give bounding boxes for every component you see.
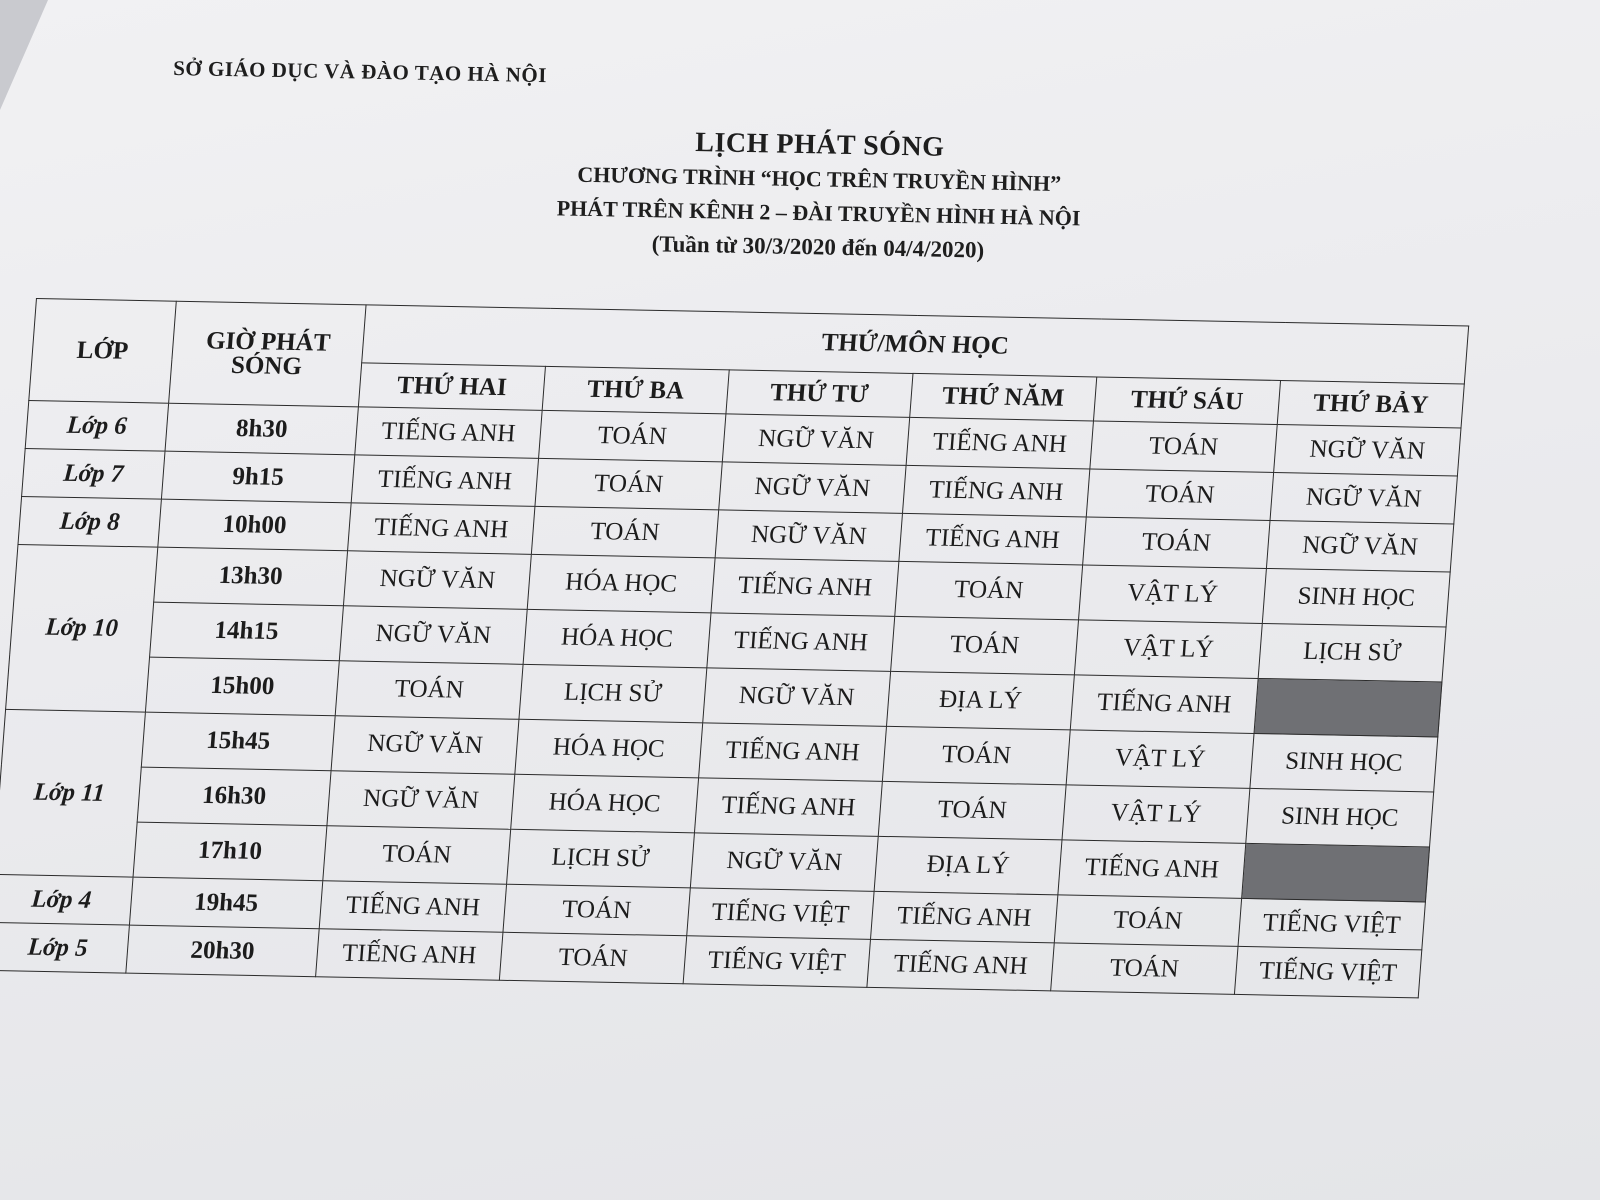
subject-cell: HÓA HỌC (527, 554, 715, 613)
subject-cell: VẬT LÝ (1066, 730, 1254, 789)
subject-cell: TIẾNG ANH (348, 503, 535, 555)
title-block (518, 123, 1121, 270)
subject-cell: NGỮ VĂN (339, 606, 527, 665)
broadcast-time: 10h00 (158, 499, 351, 551)
subject-cell: SINH HỌC (1250, 733, 1438, 792)
class-label: Lớp 10 (6, 544, 158, 712)
subject-cell: TOÁN (1051, 943, 1238, 995)
subject-cell: TOÁN (1054, 895, 1241, 947)
subject-cell: TIẾNG ANH (906, 417, 1093, 469)
subject-cell: TIẾNG ANH (1058, 840, 1246, 899)
subject-cell: SINH HỌC (1262, 568, 1450, 627)
subject-cell: NGỮ VĂN (719, 462, 906, 514)
subject-cell: TIẾNG ANH (899, 513, 1086, 565)
subject-cell: NGỮ VĂN (327, 771, 515, 830)
subject-cell: TIẾNG ANH (699, 723, 887, 782)
schedule-sheet (0, 298, 1469, 998)
subject-cell: TOÁN (878, 781, 1066, 840)
organization-name: SỞ GIÁO DỤC VÀ ĐÀO TẠO HÀ NỘI (173, 55, 548, 88)
broadcast-time: 13h30 (154, 547, 348, 606)
subject-cell: VẬT LÝ (1062, 785, 1250, 844)
subject-cell: TOÁN (1086, 469, 1273, 521)
subject-cell: ĐỊA LÝ (874, 836, 1062, 895)
week-range: (Tuần từ 30/3/2020 đến 04/4/2020) (651, 231, 985, 263)
subject-cell: TIẾNG ANH (902, 465, 1089, 517)
document-title: LỊCH PHÁT SÓNG (695, 126, 945, 163)
broadcast-time: 20h30 (126, 925, 319, 977)
subject-cell: SINH HỌC (1246, 788, 1434, 847)
day-header: THỨ HAI (358, 363, 545, 411)
channel-line: PHÁT TRÊN KÊNH 2 – ĐÀI TRUYỀN HÌNH HÀ NỘI (556, 195, 1081, 231)
subject-cell: TIẾNG ANH (316, 929, 503, 981)
subject-cell: TOÁN (1083, 517, 1270, 569)
broadcast-time: 16h30 (137, 767, 331, 826)
day-header: THỨ TƯ (726, 370, 913, 418)
broadcast-time: 15h45 (141, 712, 335, 771)
broadcast-time: 19h45 (129, 877, 322, 929)
broadcast-time: 14h15 (150, 602, 344, 661)
column-header-class: LỚP (29, 299, 176, 404)
subject-cell: TIẾNG VIỆT (687, 888, 874, 940)
subject-cell: NGỮ VĂN (1270, 472, 1457, 524)
class-label: Lớp 8 (18, 496, 161, 547)
subject-cell: TIẾNG ANH (707, 613, 895, 672)
subject-cell: TOÁN (895, 561, 1083, 620)
subject-cell: TOÁN (335, 661, 523, 720)
class-label: Lớp 11 (0, 709, 145, 877)
subject-cell: TIẾNG ANH (319, 881, 506, 933)
subject-cell: NGỮ VĂN (343, 551, 531, 610)
subject-cell: TOÁN (323, 826, 511, 885)
subject-cell: NGỮ VĂN (690, 833, 878, 892)
subject-cell: LỊCH SỬ (1258, 623, 1446, 682)
subject-cell: TOÁN (891, 616, 1079, 675)
subject-cell: TIẾNG VIỆT (683, 936, 870, 988)
subject-cell: VẬT LÝ (1079, 565, 1267, 624)
class-label: Lớp 7 (22, 448, 165, 499)
class-label: Lớp 6 (25, 400, 168, 451)
class-label: Lớp 5 (0, 922, 129, 973)
day-header: THỨ BẢY (1277, 380, 1464, 428)
broadcast-time: 8h30 (165, 403, 358, 455)
subject-cell: TOÁN (535, 458, 722, 510)
day-header: THỨ NĂM (910, 373, 1097, 421)
column-header-time: GIỜ PHÁT SÓNG (169, 301, 366, 407)
subject-cell: HÓA HỌC (511, 774, 699, 833)
subject-cell: TOÁN (539, 410, 726, 462)
day-header: THỨ BA (542, 366, 729, 414)
subject-cell: NGỮ VĂN (331, 716, 519, 775)
subject-cell: TOÁN (503, 884, 690, 936)
subject-cell: TIẾNG VIỆT (1234, 946, 1421, 998)
program-subtitle: CHƯƠNG TRÌNH “HỌC TRÊN TRUYỀN HÌNH” (577, 161, 1062, 197)
subject-cell: TIẾNG ANH (355, 407, 542, 459)
broadcast-time: 17h10 (133, 822, 327, 881)
subject-cell: TOÁN (882, 726, 1070, 785)
broadcast-time: 9h15 (161, 451, 354, 503)
subject-cell: TIẾNG VIỆT (1238, 898, 1425, 950)
subject-cell: LỊCH SỬ (507, 829, 695, 888)
subject-cell: NGỮ VĂN (715, 510, 902, 562)
subject-cell: TIẾNG ANH (867, 939, 1054, 991)
subject-cell: HÓA HỌC (523, 609, 711, 668)
document-header (0, 0, 1600, 295)
schedule-table (0, 298, 1469, 998)
subject-cell: TIẾNG ANH (711, 558, 899, 617)
subject-cell: TIẾNG ANH (694, 778, 882, 837)
subject-cell: VẬT LÝ (1074, 620, 1262, 679)
subject-cell: NGỮ VĂN (1266, 520, 1453, 572)
subject-cell: ĐỊA LÝ (886, 671, 1074, 730)
subject-cell: TOÁN (531, 506, 718, 558)
class-label: Lớp 4 (0, 874, 133, 925)
subject-cell: HÓA HỌC (515, 719, 703, 778)
subject-cell: NGỮ VĂN (722, 414, 909, 466)
subject-cell: NGỮ VĂN (703, 668, 891, 727)
subject-cell: TIẾNG ANH (870, 891, 1057, 943)
subject-cell: TOÁN (1090, 421, 1277, 473)
subject-cell: TIẾNG ANH (351, 455, 538, 507)
column-header-days-group: THỨ/MÔN HỌC (362, 305, 1469, 384)
subject-cell: LỊCH SỬ (519, 664, 707, 723)
empty-shaded-cell (1242, 843, 1430, 902)
broadcast-time: 15h00 (145, 657, 339, 716)
subject-cell: NGỮ VĂN (1274, 424, 1461, 476)
day-header: THỨ SÁU (1093, 377, 1280, 425)
empty-shaded-cell (1254, 678, 1442, 737)
subject-cell: TIẾNG ANH (1070, 675, 1258, 734)
subject-cell: TOÁN (499, 932, 686, 984)
